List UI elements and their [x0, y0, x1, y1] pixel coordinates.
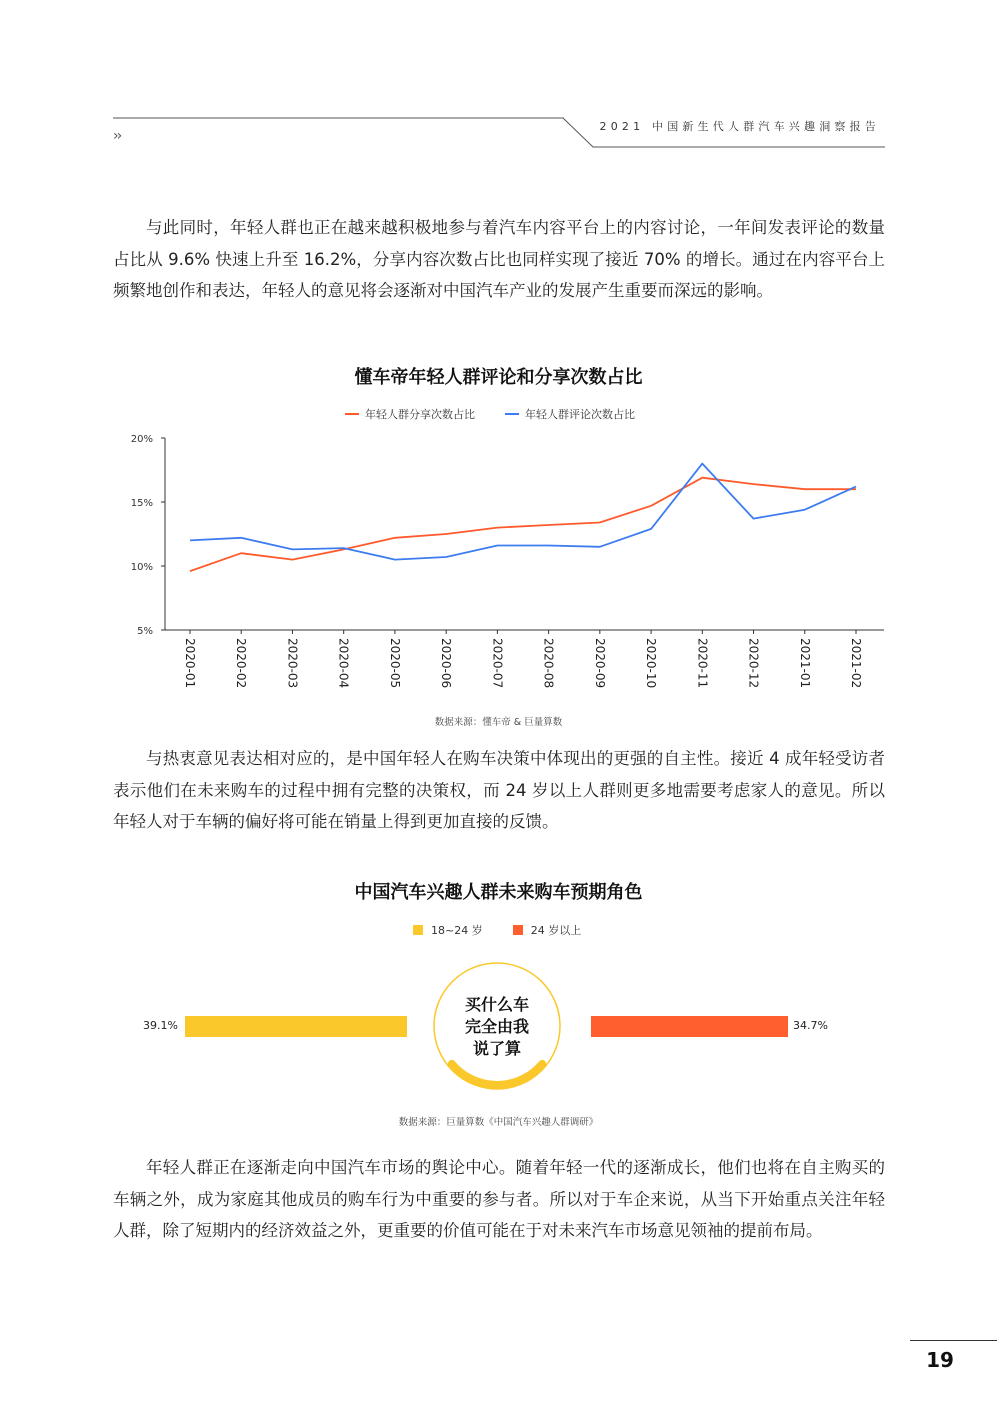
- circle-text-line-1: 买什么车: [464, 995, 529, 1014]
- circle-text-line-3: 说了算: [472, 1039, 521, 1058]
- x-tick-label: 2020-08: [541, 638, 556, 689]
- legend-label-comment: 年轻人群评论次数占比: [525, 408, 635, 421]
- x-tick-label: 2021-01: [797, 638, 812, 689]
- double-chevron-icon: ››: [113, 128, 121, 144]
- x-tick-label: 2020-05: [387, 638, 402, 689]
- legend-label-young: 18~24 岁: [431, 924, 483, 937]
- x-tick-label: 2021-02: [849, 638, 863, 689]
- x-tick-label: 2020-12: [746, 638, 761, 689]
- page-number: 19: [926, 1348, 954, 1372]
- y-tick-label: 5%: [137, 626, 153, 637]
- legend-label-share: 年轻人群分享次数占比: [365, 408, 475, 421]
- chart2-source: 数据来源：巨量算数《中国汽车兴趣人群调研》: [398, 1117, 599, 1128]
- x-tick-label: 2020-09: [592, 638, 607, 689]
- footer-rule: [910, 1340, 997, 1341]
- paragraph-3: 年轻人群正在逐渐走向中国汽车市场的舆论中心。随着年轻一代的逐渐成长，他们也将在自主购买的车辆之外，成为家庭其他成员的购车行为中重要的参与者。所以对于车企来说，从当下开始重点关注年轻人群，除了短期内的经济效益之外，更重要的价值可能在于对未来汽车市场意见领袖的提前布局。: [113, 1158, 885, 1240]
- x-tick-label: 2020-11: [695, 638, 710, 689]
- x-tick-label: 2020-04: [336, 638, 351, 689]
- legend-label-older: 24 岁以上: [530, 924, 582, 937]
- bar-young: [185, 1016, 407, 1037]
- paragraph-1: 与此同时，年轻人群也正在越来越积极地参与着汽车内容平台上的内容讨论，一年间发表评论的数量占比从 9.6% 快速上升至 16.2%，分享内容次数占比也同样实现了接近 70% 的增长。通过在内容平台上频繁地创作和表达，年轻人的意见将会逐渐对中国汽车产业的发展产生重要而深远的影响。: [113, 218, 885, 300]
- x-tick-label: 2020-07: [490, 638, 505, 689]
- chart2-title: 中国汽车兴趣人群未来购车预期角色: [354, 882, 643, 903]
- x-tick-label: 2020-01: [183, 638, 197, 689]
- report-title: 2021 中国新生代人群汽车兴趣洞察报告: [599, 120, 880, 133]
- y-tick-label: 20%: [130, 434, 153, 445]
- y-tick-label: 10%: [130, 562, 153, 573]
- chart1-source: 数据来源：懂车帝 & 巨量算数: [434, 717, 563, 728]
- circle-center-text: [443, 994, 551, 1060]
- x-tick-label: 2020-06: [439, 638, 454, 689]
- x-tick-label: 2020-02: [234, 638, 249, 689]
- circle-text-line-2: 完全由我: [464, 1017, 529, 1036]
- bar-value-young: 39.1%: [143, 1019, 178, 1032]
- bar-value-older: 34.7%: [793, 1019, 828, 1032]
- x-tick-label: 2020-10: [644, 638, 659, 689]
- bar-older: [591, 1016, 788, 1037]
- y-tick-label: 15%: [130, 498, 153, 509]
- paragraph-2: 与热衷意见表达相对应的，是中国年轻人在购车决策中体现出的更强的自主性。接近 4 成年轻受访者表示他们在未来购车的过程中拥有完整的决策权，而 24 岁以上人群则更多地需要考虑家人的意见。所以年轻人对于车辆的偏好将可能在销量上得到更加直接的反馈。: [113, 749, 885, 831]
- x-tick-label: 2020-03: [285, 638, 300, 689]
- chart1-title: 懂车帝年轻人群评论和分享次数占比: [354, 367, 643, 388]
